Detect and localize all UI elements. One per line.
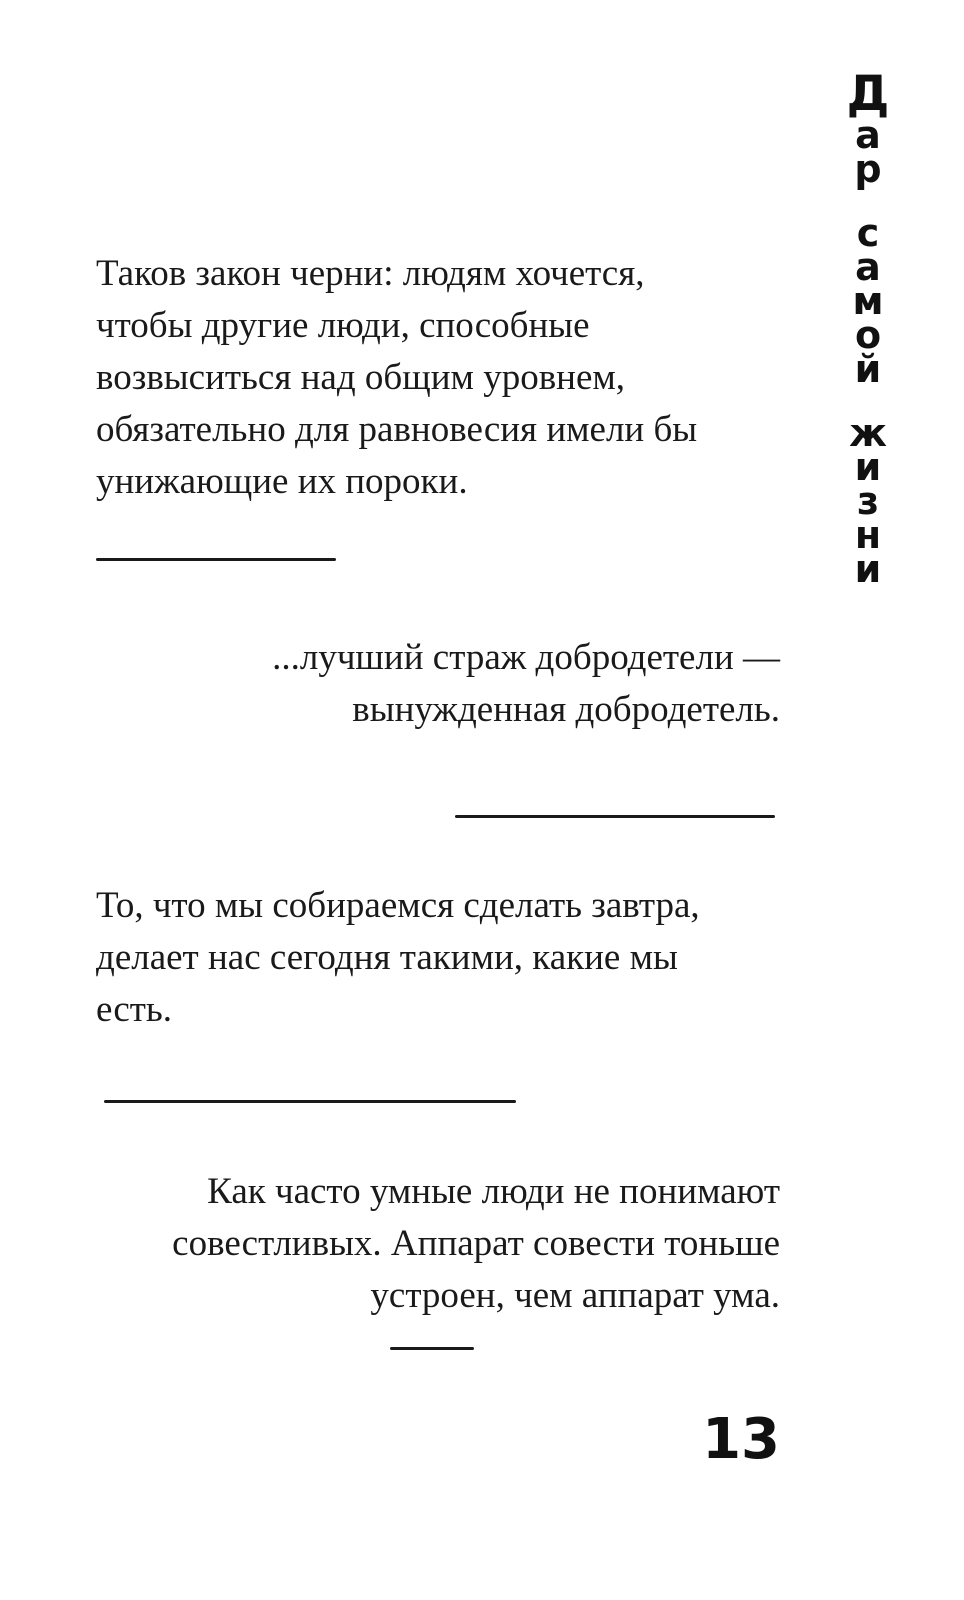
running-title-letter: и (854, 445, 882, 489)
quote-line: возвыситься над общим уровнем, (96, 357, 626, 398)
running-title-letter: з (856, 479, 880, 523)
quote-line: Таков закон черни: людям хочется, (96, 253, 645, 294)
running-title-letter: а (855, 245, 881, 289)
separator-rule (96, 558, 336, 561)
quote-line: Как часто умные люди не понимают (207, 1171, 780, 1212)
quote-line: чтобы другие люди, способные (96, 305, 590, 346)
quote-4 (120, 1166, 780, 1322)
quote-line: обязательно для равновесия имели бы (96, 409, 698, 450)
running-title-letter: и (854, 547, 882, 591)
separator-rule (104, 1100, 516, 1103)
quote-line: То, что мы собираемся сделать завтра, (96, 885, 700, 926)
quote-line: унижающие их пороки. (96, 461, 468, 502)
running-title-vertical (838, 66, 898, 591)
running-title-letter: с (856, 211, 880, 255)
running-title-letter: й (854, 347, 882, 391)
quote-line: вынужденная добродетель. (352, 689, 780, 730)
page-number: 13 (702, 1407, 780, 1472)
running-title-letter: ж (849, 411, 887, 455)
quote-3 (96, 880, 700, 1036)
quote-line: совестливых. Аппарат совести тоньше (172, 1223, 780, 1264)
quote-line: делает нас сегодня такими, какие мы (96, 937, 678, 978)
separator-rule (455, 815, 775, 818)
quote-2 (240, 632, 780, 736)
separator-rule (390, 1347, 474, 1350)
quote-line: есть. (96, 989, 173, 1030)
running-title-letter: Д (846, 66, 890, 122)
running-title-letter: о (854, 313, 882, 357)
running-title-letter: а (855, 113, 881, 157)
running-title-letter: м (852, 279, 884, 323)
quote-line: ...лучший страж добродетели — (272, 637, 780, 678)
quote-line: устроен, чем аппарат ума. (370, 1275, 780, 1316)
running-title-letter: н (854, 513, 882, 557)
quote-1 (96, 248, 697, 508)
running-title-letter: р (854, 147, 882, 191)
